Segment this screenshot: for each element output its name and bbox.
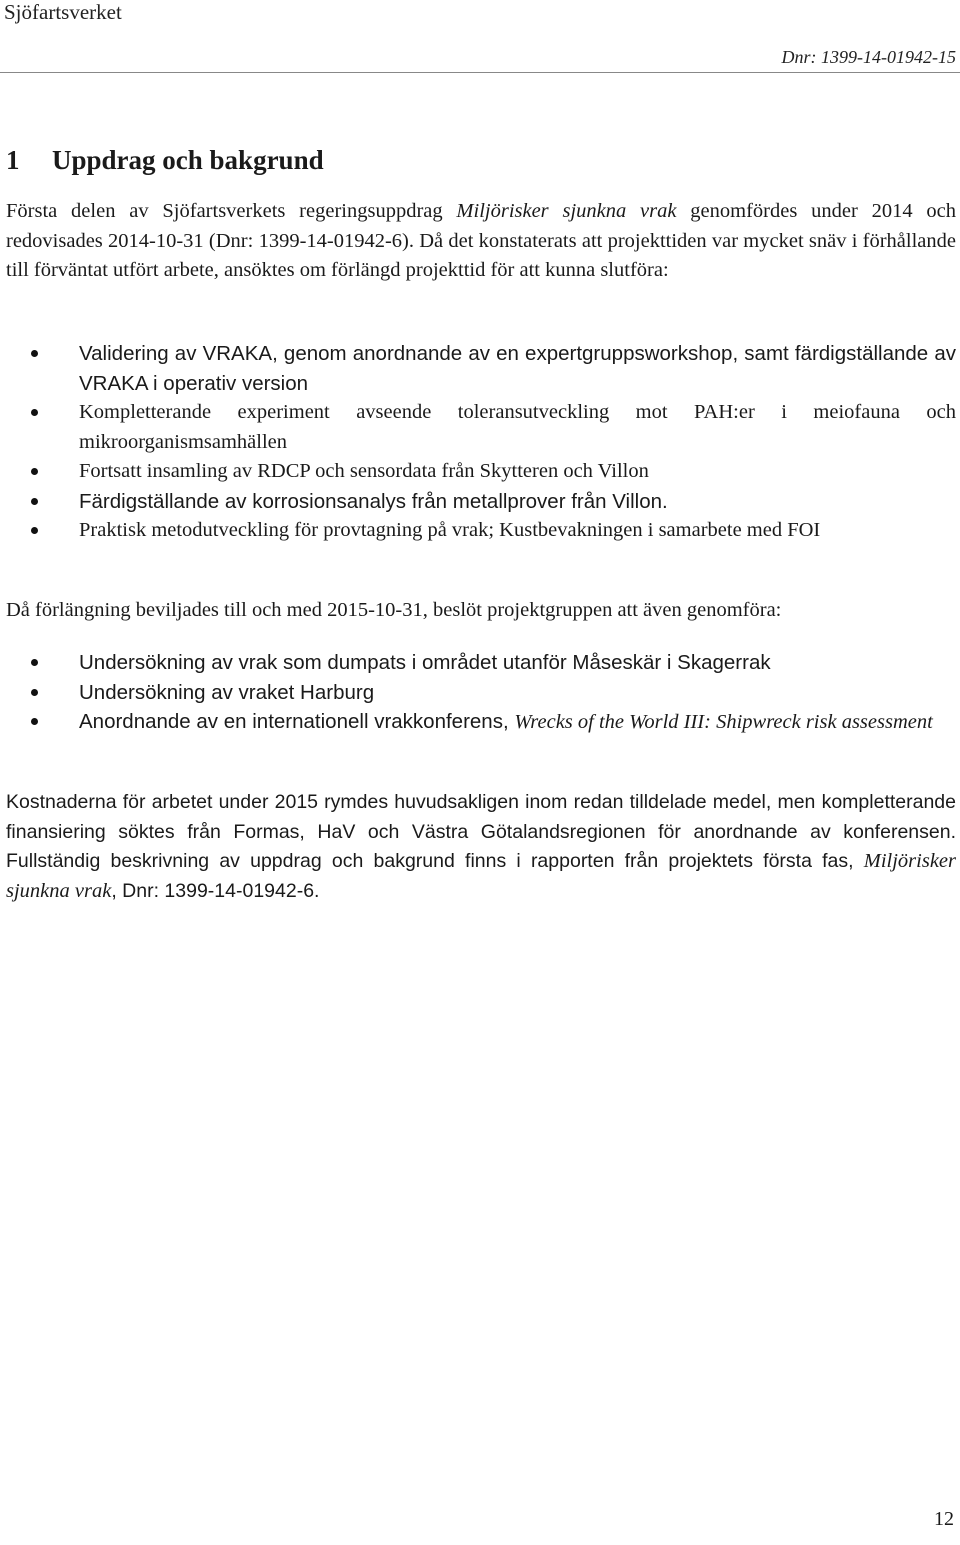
list-item xyxy=(0,648,956,678)
list-item-text: Färdigställande av korrosionsanalys från metallprover från Villon. xyxy=(79,489,668,513)
list-item-text: Validering av VRAKA, genom anordnande av en expertgruppsworkshop, samt färdigställande av VRAKA i operativ version xyxy=(79,342,956,395)
list-item-text: Praktisk metodutveckling för provtagning på vrak; Kustbevakningen i samarbete med FOI xyxy=(79,519,821,541)
section-title: Uppdrag och bakgrund xyxy=(52,145,324,175)
header-divider xyxy=(0,72,960,73)
intro-text-1: Första delen av Sjöfartsverkets regeringsuppdrag xyxy=(6,200,457,222)
bullet-icon xyxy=(31,659,38,666)
list-item-text: Undersökning av vraket Harburg xyxy=(79,680,375,704)
list-item-text: Kompletterande experiment avseende toleransutveckling mot PAH:er i meiofauna och mikroorganismsamhällen xyxy=(79,401,956,453)
costs-text-1: Kostnaderna för arbetet under 2015 rymdes huvudsakligen inom redan tilldelade medel, men kompletterande finansiering söktes från Formas, HaV och Västra Götalandsregionen för anordnande av konferensen. Fullständig beskrivning av uppdrag och bakgrund finns i rapporten från projektets första fas, xyxy=(6,791,956,872)
extension-paragraph: Då förlängning beviljades till och med 2015-10-31, beslöt projektgruppen att även genomföra: xyxy=(6,599,782,621)
intro-italic-title: Miljörisker sjunkna vrak xyxy=(456,200,677,222)
bullet-icon xyxy=(31,689,38,696)
header-document-number: Dnr: 1399-14-01942-15 xyxy=(781,47,956,67)
section-heading xyxy=(6,145,324,176)
bullet-icon xyxy=(31,527,38,534)
costs-paragraph xyxy=(6,788,956,906)
intro-text-2: genomfördes under 2014 och redovisades 2014-10-31 (Dnr: 1399-14-01942-6). Då det konstaterats att projekttiden var mycket snäv i förhållande till förväntat utfört arbete, ansöktes om förlängd projekttid för att kunna slutföra: xyxy=(6,200,956,281)
bullet-icon xyxy=(31,468,38,475)
section-number: 1 xyxy=(6,145,20,175)
list-item-text: Undersökning av vrak som dumpats i området utanför Måseskär i Skagerrak xyxy=(79,651,771,674)
intro-paragraph xyxy=(6,197,956,286)
costs-text-2: , Dnr: 1399-14-01942-6. xyxy=(111,879,320,902)
additional-tasks-list xyxy=(0,648,956,738)
list-item xyxy=(0,707,956,738)
list-item xyxy=(0,398,956,457)
bullet-icon xyxy=(31,718,38,725)
list-item xyxy=(0,339,956,398)
list-item xyxy=(0,516,956,546)
tasks-list xyxy=(0,339,956,546)
report-title: Miljörisker sjunkna vrak xyxy=(6,850,956,902)
list-item xyxy=(0,457,956,487)
list-item xyxy=(0,487,956,517)
bullet-icon xyxy=(31,498,38,505)
header-organization: Sjöfartsverket xyxy=(4,0,122,24)
bullet-icon xyxy=(31,409,38,416)
page-number: 12 xyxy=(934,1508,954,1530)
conference-title: Wrecks of the World III: Shipwreck risk assessment xyxy=(514,711,933,733)
bullet-icon xyxy=(31,350,38,357)
list-item-text: Fortsatt insamling av RDCP och sensordata från Skytteren och Villon xyxy=(79,460,649,482)
list-item xyxy=(0,678,956,708)
list-item-text: Anordnande av en internationell vrakkonferens, xyxy=(79,710,515,733)
